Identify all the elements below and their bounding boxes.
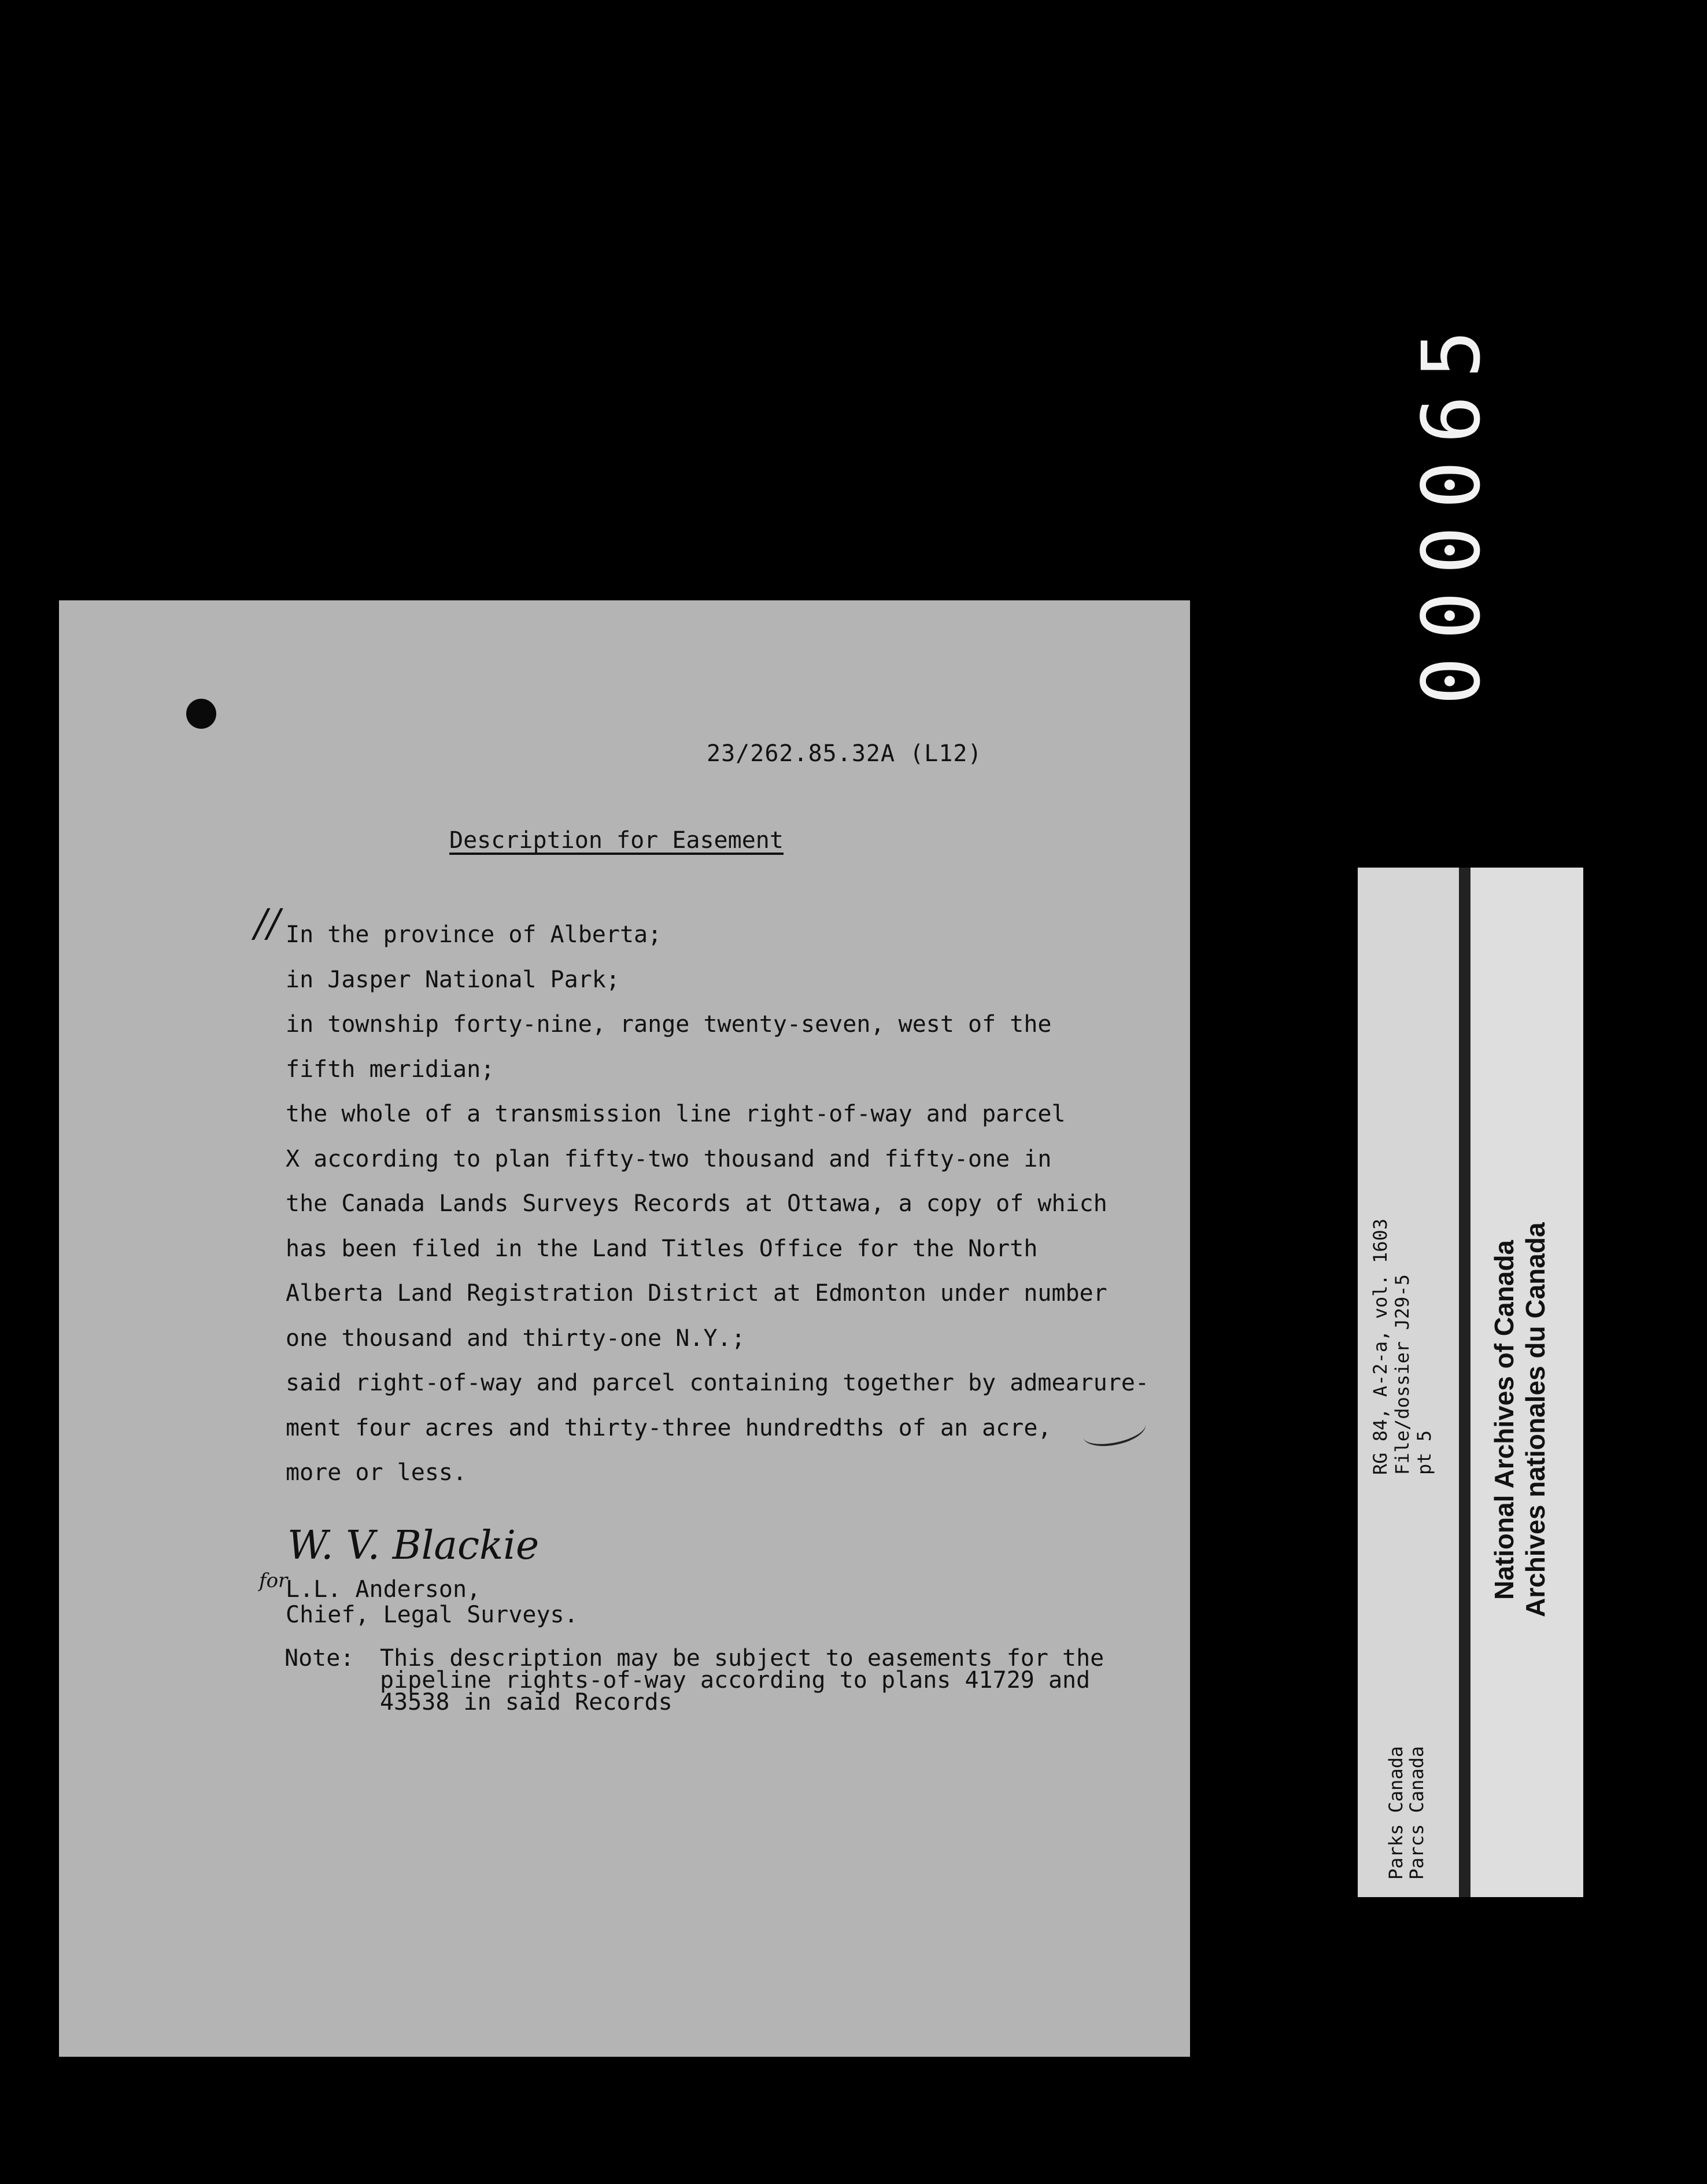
archive-reference <box>1369 1082 1435 1475</box>
body-line: fifth meridian; <box>286 1056 495 1083</box>
archive-reference-line: RG 84, A-2-a, vol. 1603 <box>1369 1218 1391 1475</box>
body-line: In the province of Alberta; <box>286 921 662 948</box>
note-label: Note: <box>284 1645 354 1672</box>
signature-initials: for <box>259 1569 288 1592</box>
note-line: 43538 in said Records <box>380 1689 673 1716</box>
body-line: the Canada Lands Surveys Records at Ottawa, a copy of which <box>286 1190 1107 1217</box>
organization-name <box>1385 1660 1427 1880</box>
body-line: said right-of-way and parcel containing together by admearure- <box>286 1370 1150 1396</box>
document-page <box>59 600 1190 2057</box>
note-line: This description may be subject to easements for the <box>380 1645 1104 1672</box>
label-divider <box>1459 868 1470 1897</box>
body-line: in township forty-nine, range twenty-seven, west of the <box>286 1011 1052 1038</box>
organization-line: Parcs Canada <box>1406 1746 1428 1880</box>
document-title: Description for Easement <box>449 827 784 854</box>
archive-name-line: Archives nationales du Canada <box>1520 1222 1550 1618</box>
archive-reference-line: File/dossier J29-5 <box>1391 1274 1413 1475</box>
signer-name: L.L. Anderson, <box>286 1576 481 1603</box>
archive-name <box>1488 1168 1551 1672</box>
handwritten-signature: W. V. Blackie <box>287 1523 540 1569</box>
body-line: ment four acres and thirty-three hundredths of an acre, <box>286 1414 1052 1441</box>
body-line: more or less. <box>286 1459 467 1486</box>
body-line: in Jasper National Park; <box>286 966 620 993</box>
punch-hole <box>186 699 216 729</box>
document-reference: 23/262.85.32A (L12) <box>707 740 982 767</box>
signer-title: Chief, Legal Surveys. <box>286 1602 578 1628</box>
description-body <box>286 913 1149 1496</box>
archive-name-line: National Archives of Canada <box>1489 1240 1519 1600</box>
body-line: X according to plan fifty-two thousand and fifty-one in <box>286 1145 1052 1172</box>
archive-label-card <box>1358 868 1583 1897</box>
body-line: has been filed in the Land Titles Office for the North <box>286 1235 1038 1262</box>
note-text <box>380 1645 1104 1716</box>
margin-check-mark: // <box>254 901 280 946</box>
signer-block <box>286 1577 578 1628</box>
body-line: one thousand and thirty-one N.Y.; <box>286 1325 745 1352</box>
archive-reference-line: pt 5 <box>1413 1430 1435 1475</box>
body-line: Alberta Land Registration District at Edmonton under number <box>286 1280 1107 1307</box>
note-line: pipeline rights-of-way according to plans 41729 and <box>380 1667 1091 1694</box>
body-line: the whole of a transmission line right-of-way and parcel <box>286 1101 1066 1127</box>
frame-number: 000065 <box>1405 312 1498 706</box>
organization-line: Parks Canada <box>1385 1746 1407 1880</box>
